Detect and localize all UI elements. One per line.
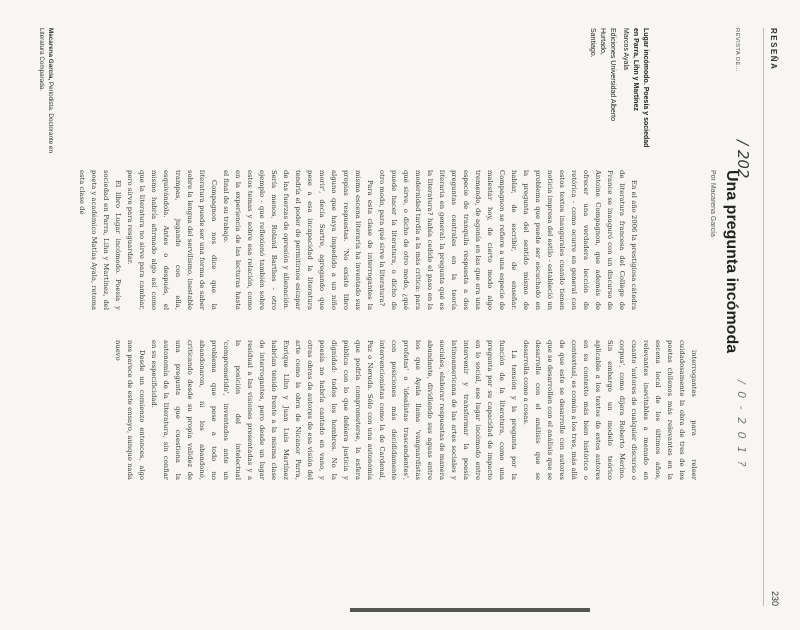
text-column-1 <box>76 170 640 310</box>
paragraph: Compagnon nos dice que la literatura puede ser una forma de saber sobre la lengua del servilismo, inestable trampas, jugando con ella, esquivándola. Antes o después, el mismo habría afirmado algo así como que la literatura no sirve para cambiar, pero sirve para resguardar. <box>126 170 218 310</box>
book-info <box>587 28 650 148</box>
author-note-text: Periodista. Doctorante en Literatura Comparada. <box>38 28 54 153</box>
handwritten-note-secondary: / 0 - 2 0 1 ? <box>735 380 748 469</box>
paragraph: El libro Lugar incómodo. Poesía y sociedad en Parra, Lihn y Martínez, del poeta y académico Matías Ayala, retoma esta clase de <box>78 170 122 310</box>
header-rule <box>763 28 764 606</box>
paragraph: Para esta clase de interrogantes la misma escena literaria ha inventado sus propias respuestas. 'No existe libro alguno que haya impedido a un niño morir', decía Sartre, agregando que pese a esa incapacidad la literatura tendría el poder de permitirnos escapar de las fuerzas de opresión y alienación. Sería menos, Roland Barthes - otro ejemplo - que reflexionó también sobre estos temas y sobre esa relación, como en la experiencia de las lecturas hasta el final de su trabajo. <box>222 170 374 310</box>
article-byline: Por Macarena García <box>709 170 716 237</box>
scan-margin-mark <box>350 608 590 612</box>
paragraph: La tensión y la pregunta por la función de la literatura, como una pregunta por su capacidad de impacto en lo social, ese lugar incómodo entre intervenir y transformar la poesía latinoamericana de las artes sociales y sociales, elaborar respuestas de manera abundante, dividiendo sus aguas entre los que Ayala llama 'vanguardistas profetas' o 'idealistas trascendentes', con posiciones más decididamente intervencionistas como la de Cardenal, Paz o Neruda. Sólo con una autonomía que podría comprometerse, la esfera pública con lo que debiera justicia y dignidad: todos los hombres. No la poesía no habría cantado en vano, y otras obras de autores de esa visión del arte como la obra de Nicanor Parra, Enrique Lihn y Juan Luis Martínez habrían tenido frente a la misma clase de interrogantes, pero desde un lugar residual a las visiones presentadas y a la posición del intelectual 'comprometido', inventados ante un problema que pese a todo no abandonaron, ni los abandonó, criticando desde su propia validez de una pregunta que cuestiona la autonomía de la literatura, sin confiar en su especificidad. <box>150 340 518 480</box>
handwritten-note: / 202 <box>734 140 752 179</box>
author-note-name: Macarena García, <box>47 28 54 81</box>
book-city: Santiago. <box>589 28 596 58</box>
issue-note: REVISTA DE... <box>734 28 740 72</box>
text-column-2 <box>112 340 700 480</box>
section-label: RESEÑA <box>769 28 778 71</box>
paragraph: interrogantes para releer cuidadosamente la obra de tres de los poetas chilenos más relevantes en la escena local de los últimos años, relevantes inevitables a menudo en cuanto 'autores de cualquier discurso o corpus', como dijera Roberto Merino. Sin embargo un modelo teórico aplicable a los textos de estos autores en su contexto más bien histórico o contextual, es común a los tres, más allá de que este se desarrolle con autores que se desarrollen con el análisis que se desarrolle con el análisis que se desarrolla como a cosas. <box>522 340 698 480</box>
book-author: Marcos Ayala <box>622 28 629 70</box>
book-title: Lugar incómodo. Poesía y sociedad en Parra, Lihn y Martínez <box>632 28 649 148</box>
author-note <box>37 28 55 158</box>
book-publisher: Ediciones Universidad Alberto Hurtado, <box>599 28 616 121</box>
article-title: Una pregunta incómoda <box>723 170 740 354</box>
page-number: 230 <box>770 590 780 606</box>
paragraph: En el año 2006 la prestigiosa cátedra de literatura francesa del Collège de France se inauguró con un discurso de Antoine Compagnon, que además de ofrecer una verdadera lección de retórica - como ocurre en general con estos textos inaugurales cuando tienen noticia impresa del estilo - estableció un problema que puede ser escuchado en la pregunta del sentido mismo de hablar, de escribir, de enseñar. Compagnon se refiere a una especie de malestar hoy, de cierto modo algo tremendo, de agonía en las que era una especie de tranquila respuesta a dos preguntas centrales en la teoría literaria en general: la pregunta qué es la literatura? había cedido el paso en la modernidad tardía a la más crítica: para qué sirve, o dicho de otro modo, ¿qué puede hacer la literatura, o dicho de otro modo, para qué sirve la literatura? <box>378 170 638 310</box>
paragraph: Desde un comienzo entonces, algo nos parece de este ensayo, aunque nada nuevo <box>114 340 146 480</box>
